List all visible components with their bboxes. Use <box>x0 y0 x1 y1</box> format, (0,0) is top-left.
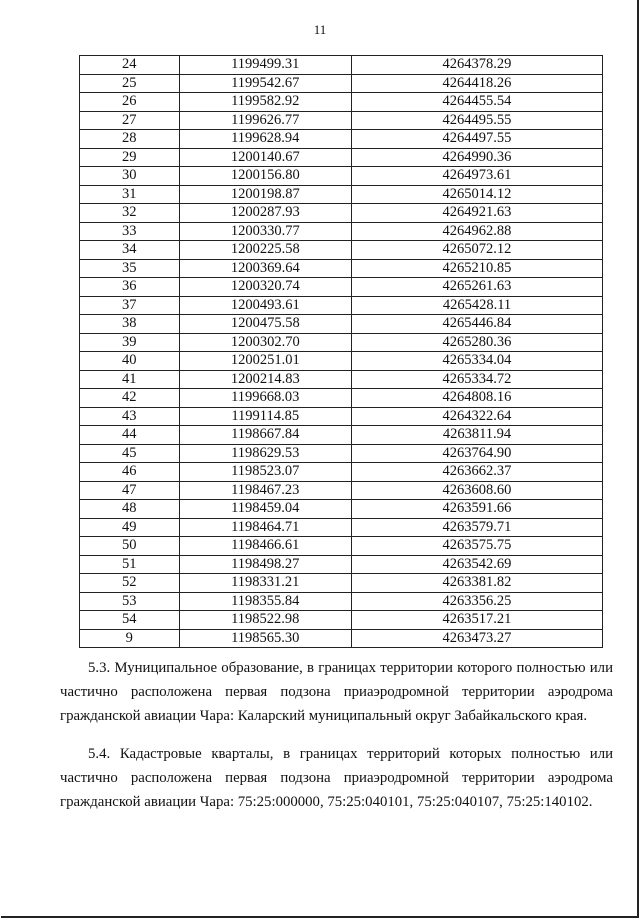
point-number-cell: 26 <box>80 93 180 112</box>
point-number-cell: 27 <box>80 111 180 130</box>
table-row <box>80 481 603 500</box>
text-block <box>60 656 613 828</box>
table-row <box>80 296 603 315</box>
table-row <box>80 278 603 297</box>
y-coordinate-cell: 4265428.11 <box>351 296 602 315</box>
y-coordinate-cell: 4264455.54 <box>351 93 602 112</box>
x-coordinate-cell: 1199626.77 <box>179 111 351 130</box>
point-number-cell: 54 <box>80 611 180 630</box>
point-number-cell: 48 <box>80 500 180 519</box>
y-coordinate-cell: 4263579.71 <box>351 518 602 537</box>
y-coordinate-cell: 4263542.69 <box>351 555 602 574</box>
page-number: 11 <box>313 22 327 37</box>
x-coordinate-cell: 1200493.61 <box>179 296 351 315</box>
table-row <box>80 518 603 537</box>
point-number-cell: 45 <box>80 444 180 463</box>
y-coordinate-cell: 4264990.36 <box>351 148 602 167</box>
x-coordinate-cell: 1198331.21 <box>179 574 351 593</box>
paragraph-5-3: 5.3. Муниципальное образование, в границах территории которого полностью или частично расположена первая подзона приаэродромной территории аэродрома гражданской авиации Чара: Каларский муниципальный округ Забайкальского края. <box>60 660 613 724</box>
y-coordinate-cell: 4264322.64 <box>351 407 602 426</box>
x-coordinate-cell: 1200330.77 <box>179 222 351 241</box>
y-coordinate-cell: 4265210.85 <box>351 259 602 278</box>
x-coordinate-cell: 1200214.83 <box>179 370 351 389</box>
y-coordinate-cell: 4263811.94 <box>351 426 602 445</box>
y-coordinate-cell: 4265261.63 <box>351 278 602 297</box>
point-number-cell: 35 <box>80 259 180 278</box>
table-row <box>80 574 603 593</box>
y-coordinate-cell: 4264962.88 <box>351 222 602 241</box>
paragraph-5-4: 5.4. Кадастровые кварталы, в границах территорий которых полностью или частично расположена первая подзона приаэродромной территории аэродрома гражданской авиации Чара: 75:25:000000, 75:25:040101, 75:25:040107, 75:25:140102. <box>60 746 613 810</box>
point-number-cell: 33 <box>80 222 180 241</box>
point-number-cell: 40 <box>80 352 180 371</box>
y-coordinate-cell: 4263608.60 <box>351 481 602 500</box>
point-number-cell: 32 <box>80 204 180 223</box>
x-coordinate-cell: 1200369.64 <box>179 259 351 278</box>
table-row <box>80 389 603 408</box>
table-row <box>80 241 603 260</box>
y-coordinate-cell: 4263517.21 <box>351 611 602 630</box>
table-row <box>80 56 603 75</box>
y-coordinate-cell: 4263662.37 <box>351 463 602 482</box>
point-number-cell: 53 <box>80 592 180 611</box>
x-coordinate-cell: 1198355.84 <box>179 592 351 611</box>
table-row <box>80 352 603 371</box>
point-number-cell: 41 <box>80 370 180 389</box>
point-number-cell: 34 <box>80 241 180 260</box>
table-row <box>80 592 603 611</box>
table-row <box>80 611 603 630</box>
y-coordinate-cell: 4265334.04 <box>351 352 602 371</box>
table-row <box>80 463 603 482</box>
table-row <box>80 93 603 112</box>
table-row <box>80 629 603 648</box>
x-coordinate-cell: 1200225.58 <box>179 241 351 260</box>
point-number-cell: 31 <box>80 185 180 204</box>
point-number-cell: 30 <box>80 167 180 186</box>
y-coordinate-cell: 4263575.75 <box>351 537 602 556</box>
x-coordinate-cell: 1200302.70 <box>179 333 351 352</box>
point-number-cell: 49 <box>80 518 180 537</box>
x-coordinate-cell: 1198464.71 <box>179 518 351 537</box>
y-coordinate-cell: 4265334.72 <box>351 370 602 389</box>
x-coordinate-cell: 1199114.85 <box>179 407 351 426</box>
table-row <box>80 204 603 223</box>
x-coordinate-cell: 1198498.27 <box>179 555 351 574</box>
x-coordinate-cell: 1200475.58 <box>179 315 351 334</box>
x-coordinate-cell: 1198522.98 <box>179 611 351 630</box>
table-row <box>80 537 603 556</box>
y-coordinate-cell: 4265446.84 <box>351 315 602 334</box>
point-number-cell: 39 <box>80 333 180 352</box>
point-number-cell: 9 <box>80 629 180 648</box>
table-row <box>80 315 603 334</box>
x-coordinate-cell: 1200320.74 <box>179 278 351 297</box>
coordinates-table <box>79 55 603 648</box>
y-coordinate-cell: 4264418.26 <box>351 74 602 93</box>
y-coordinate-cell: 4265014.12 <box>351 185 602 204</box>
point-number-cell: 44 <box>80 426 180 445</box>
x-coordinate-cell: 1198467.23 <box>179 481 351 500</box>
table-row <box>80 111 603 130</box>
table-row <box>80 148 603 167</box>
table-row <box>80 407 603 426</box>
point-number-cell: 51 <box>80 555 180 574</box>
x-coordinate-cell: 1199582.92 <box>179 93 351 112</box>
table-row <box>80 185 603 204</box>
y-coordinate-cell: 4264378.29 <box>351 56 602 75</box>
y-coordinate-cell: 4264808.16 <box>351 389 602 408</box>
y-coordinate-cell: 4263381.82 <box>351 574 602 593</box>
table-row <box>80 426 603 445</box>
x-coordinate-cell: 1200287.93 <box>179 204 351 223</box>
x-coordinate-cell: 1198466.61 <box>179 537 351 556</box>
coordinates-table-body <box>80 56 603 648</box>
table-row <box>80 130 603 149</box>
point-number-cell: 42 <box>80 389 180 408</box>
point-number-cell: 36 <box>80 278 180 297</box>
x-coordinate-cell: 1198523.07 <box>179 463 351 482</box>
y-coordinate-cell: 4264973.61 <box>351 167 602 186</box>
x-coordinate-cell: 1198565.30 <box>179 629 351 648</box>
table-row <box>80 444 603 463</box>
y-coordinate-cell: 4264497.55 <box>351 130 602 149</box>
point-number-cell: 50 <box>80 537 180 556</box>
point-number-cell: 37 <box>80 296 180 315</box>
table-row <box>80 370 603 389</box>
x-coordinate-cell: 1200251.01 <box>179 352 351 371</box>
x-coordinate-cell: 1199668.03 <box>179 389 351 408</box>
x-coordinate-cell: 1198459.04 <box>179 500 351 519</box>
x-coordinate-cell: 1200140.67 <box>179 148 351 167</box>
table-row <box>80 500 603 519</box>
x-coordinate-cell: 1200198.87 <box>179 185 351 204</box>
y-coordinate-cell: 4265072.12 <box>351 241 602 260</box>
point-number-cell: 43 <box>80 407 180 426</box>
x-coordinate-cell: 1198629.53 <box>179 444 351 463</box>
table-row <box>80 74 603 93</box>
y-coordinate-cell: 4264495.55 <box>351 111 602 130</box>
point-number-cell: 28 <box>80 130 180 149</box>
x-coordinate-cell: 1200156.80 <box>179 167 351 186</box>
point-number-cell: 52 <box>80 574 180 593</box>
point-number-cell: 29 <box>80 148 180 167</box>
y-coordinate-cell: 4263764.90 <box>351 444 602 463</box>
x-coordinate-cell: 1199628.94 <box>179 130 351 149</box>
point-number-cell: 47 <box>80 481 180 500</box>
table-row <box>80 259 603 278</box>
y-coordinate-cell: 4263356.25 <box>351 592 602 611</box>
point-number-cell: 38 <box>80 315 180 334</box>
y-coordinate-cell: 4264921.63 <box>351 204 602 223</box>
y-coordinate-cell: 4263473.27 <box>351 629 602 648</box>
y-coordinate-cell: 4265280.36 <box>351 333 602 352</box>
table-row <box>80 555 603 574</box>
x-coordinate-cell: 1199499.31 <box>179 56 351 75</box>
x-coordinate-cell: 1198667.84 <box>179 426 351 445</box>
table-row <box>80 222 603 241</box>
point-number-cell: 24 <box>80 56 180 75</box>
point-number-cell: 46 <box>80 463 180 482</box>
x-coordinate-cell: 1199542.67 <box>179 74 351 93</box>
table-row <box>80 333 603 352</box>
point-number-cell: 25 <box>80 74 180 93</box>
y-coordinate-cell: 4263591.66 <box>351 500 602 519</box>
table-row <box>80 167 603 186</box>
